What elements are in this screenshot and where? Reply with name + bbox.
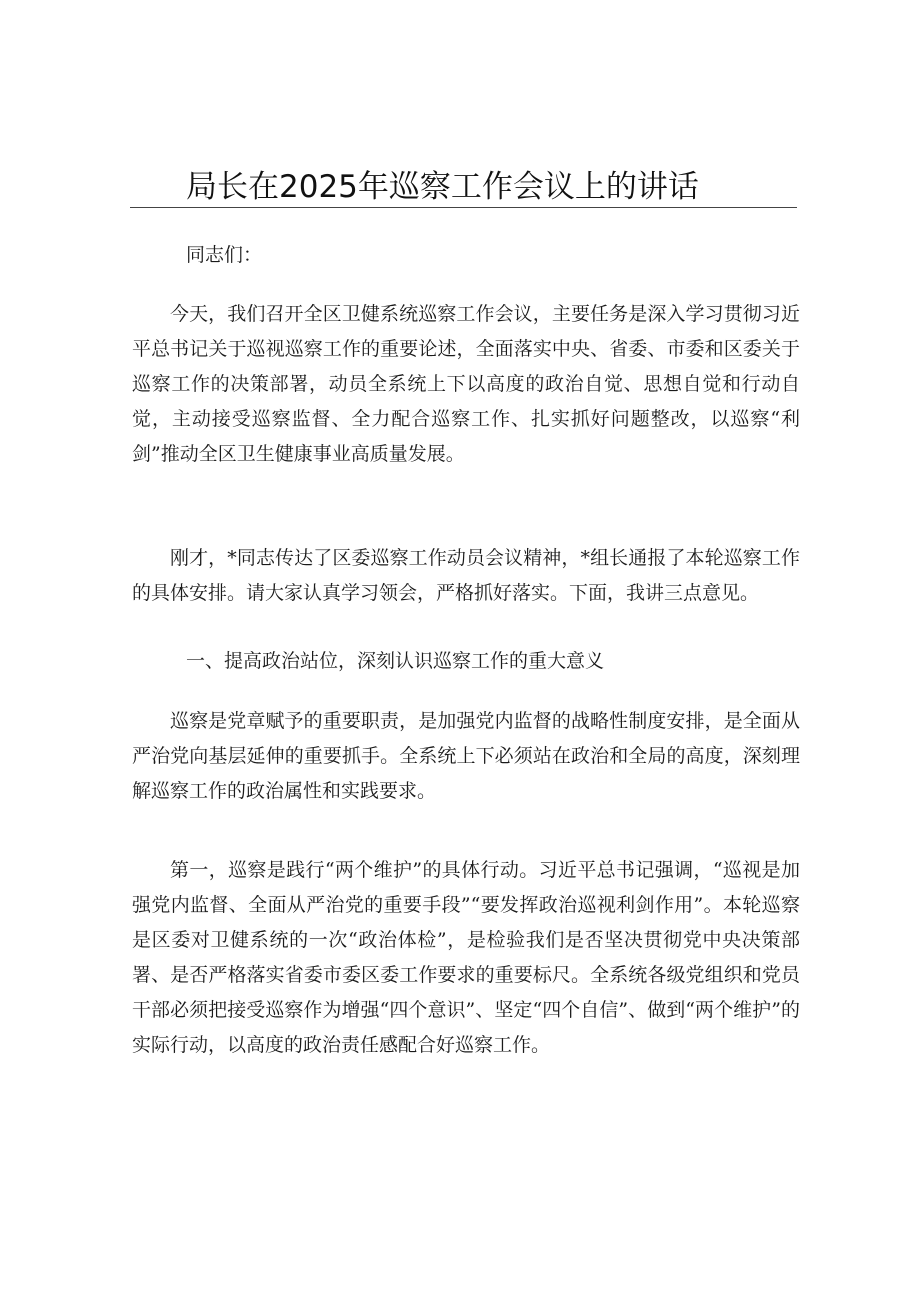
paragraph-point-one: 第一，巡察是践行“两个维护”的具体行动。习近平总书记强调，“巡视是加强党内监督、全面从严治党的重要手段”“要发挥政治巡视利剑作用”。本轮巡察是区委对卫健系统的一次“政治体检”，是检验我们是否坚决贯彻党中央决策部署、是否严格落实省委市委区委工作要求的重要标尺。全系统各级党组织和党员干部必须把接受巡察作为增强“四个意识”、坚定“四个自信”、做到“两个维护”的实际行动，以高度的政治责任感配合好巡察工作。: [132, 859, 800, 1056]
salutation: 同志们：: [186, 244, 263, 266]
paragraph-section-intro: 巡察是党章赋予的重要职责，是加强党内监督的战略性制度安排，是全面从严治党向基层延伸的重要抓手。全系统上下必须站在政治和全局的高度，深刻理解巡察工作的政治属性和实践要求。: [132, 710, 800, 802]
title-underline: [130, 207, 797, 208]
section-heading-1: 一、提高政治站位，深刻认识巡察工作的重大意义: [186, 650, 605, 672]
paragraph-intro: 今天，我们召开全区卫健系统巡察工作会议，主要任务是深入学习贯彻习近平总书记关于巡视巡察工作的重要论述，全面落实中央、省委、市委和区委关于巡察工作的决策部署，动员全系统上下以高度的政治自觉、思想自觉和行动自觉，主动接受巡察监督、全力配合巡察工作、扎实抓好问题整改，以巡察“利剑”推动全区卫生健康事业高质量发展。: [132, 303, 800, 465]
paragraph-arrangement: 刚才，*同志传达了区委巡察工作动员会议精神，*组长通报了本轮巡察工作的具体安排。请大家认真学习领会，严格抓好落实。下面，我讲三点意见。: [132, 547, 800, 604]
document-title: 局长在2025年巡察工作会议上的讲话: [186, 169, 699, 205]
